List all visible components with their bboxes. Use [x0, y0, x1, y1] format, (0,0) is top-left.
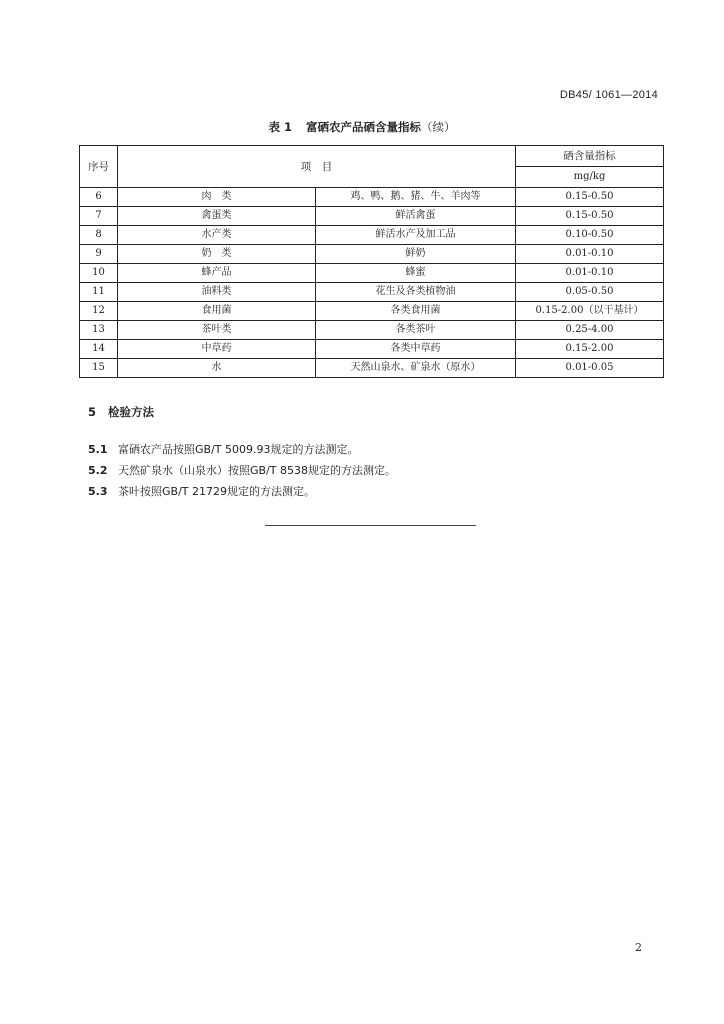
table-caption: [0, 119, 724, 135]
table-caption-continued: （续）: [421, 120, 456, 134]
cell-serial-no: 9: [80, 245, 118, 264]
header-serial-no: 序号: [80, 146, 118, 188]
cell-selenium-value: 0.15-2.00: [516, 340, 664, 359]
cell-selenium-value: 0.05-0.50: [516, 283, 664, 302]
cell-product: 天然山泉水、矿泉水（原水）: [316, 359, 516, 378]
clause-5-1: [88, 441, 358, 457]
table-row: [80, 245, 664, 264]
cell-selenium-value: 0.10-0.50: [516, 226, 664, 245]
cell-category: 食用菌: [118, 302, 316, 321]
table-row: [80, 283, 664, 302]
cell-category: 肉 类: [118, 188, 316, 207]
cell-product: 花生及各类植物油: [316, 283, 516, 302]
table-row: [80, 226, 664, 245]
cell-product: 各类食用菌: [316, 302, 516, 321]
cell-selenium-value: 0.15-0.50: [516, 188, 664, 207]
clause-number: 5.1: [88, 443, 108, 456]
header-unit: mg/kg: [516, 167, 664, 188]
table-caption-title: 富硒农产品硒含量指标: [306, 120, 421, 134]
cell-product: 各类茶叶: [316, 321, 516, 340]
cell-selenium-value: 0.15-0.50: [516, 207, 664, 226]
cell-category: 蜂产品: [118, 264, 316, 283]
cell-category: 奶 类: [118, 245, 316, 264]
clause-5-2: [88, 462, 396, 478]
table-row: [80, 264, 664, 283]
header-selenium-index: 硒含量指标: [516, 146, 664, 167]
cell-serial-no: 7: [80, 207, 118, 226]
table-row: [80, 188, 664, 207]
table-row: [80, 340, 664, 359]
table-row: [80, 321, 664, 340]
table-row: [80, 302, 664, 321]
end-of-document-rule: [265, 525, 476, 526]
cell-selenium-value: 0.25-4.00: [516, 321, 664, 340]
cell-selenium-value: 0.01-0.05: [516, 359, 664, 378]
cell-selenium-value: 0.01-0.10: [516, 264, 664, 283]
clause-text: 茶叶按照GB/T 21729规定的方法测定。: [118, 485, 315, 498]
cell-category: 茶叶类: [118, 321, 316, 340]
cell-serial-no: 14: [80, 340, 118, 359]
cell-product: 各类中草药: [316, 340, 516, 359]
header-item: 项 目: [118, 146, 516, 188]
selenium-content-table: [79, 145, 664, 378]
cell-serial-no: 13: [80, 321, 118, 340]
table-caption-number: 表 1: [268, 120, 292, 134]
cell-product: 鲜活水产及加工品: [316, 226, 516, 245]
cell-serial-no: 6: [80, 188, 118, 207]
clause-number: 5.2: [88, 464, 108, 477]
clause-5-3: [88, 483, 315, 499]
cell-product: 鲜奶: [316, 245, 516, 264]
cell-serial-no: 11: [80, 283, 118, 302]
cell-category: 水: [118, 359, 316, 378]
clause-text: 天然矿泉水（山泉水）按照GB/T 8538规定的方法测定。: [118, 464, 396, 477]
cell-serial-no: 15: [80, 359, 118, 378]
cell-selenium-value: 0.15-2.00（以干基计）: [516, 302, 664, 321]
cell-serial-no: 8: [80, 226, 118, 245]
cell-serial-no: 12: [80, 302, 118, 321]
cell-category: 水产类: [118, 226, 316, 245]
cell-product: 鸡、鸭、鹅、猪、牛、羊肉等: [316, 188, 516, 207]
section-5-heading: [88, 404, 154, 420]
cell-selenium-value: 0.01-0.10: [516, 245, 664, 264]
cell-category: 油料类: [118, 283, 316, 302]
page-number: 2: [635, 941, 642, 954]
cell-category: 中草药: [118, 340, 316, 359]
clause-text: 富硒农产品按照GB/T 5009.93规定的方法测定。: [118, 443, 359, 456]
cell-product: 蜂蜜: [316, 264, 516, 283]
cell-serial-no: 10: [80, 264, 118, 283]
cell-category: 禽蛋类: [118, 207, 316, 226]
section-title: 检验方法: [108, 405, 155, 419]
table-row: [80, 359, 664, 378]
section-number: 5: [88, 405, 97, 419]
table-row: [80, 207, 664, 226]
standard-code: DB45/ 1061—2014: [559, 89, 658, 101]
cell-product: 鲜活禽蛋: [316, 207, 516, 226]
clause-number: 5.3: [88, 485, 108, 498]
